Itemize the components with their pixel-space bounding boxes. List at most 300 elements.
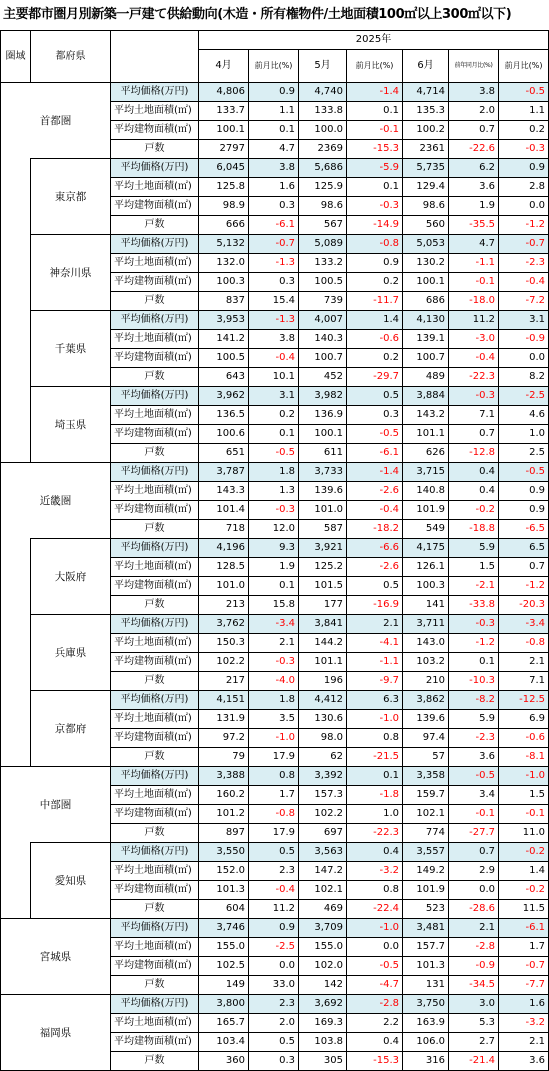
cell-june-yoy: -1.1 <box>449 254 499 273</box>
cell-june: 157.7 <box>403 938 449 957</box>
cell-june: 3,750 <box>403 995 449 1014</box>
cell-april: 100.5 <box>199 349 249 368</box>
cell-june: 100.7 <box>403 349 449 368</box>
cell-june-yoy: 2.0 <box>449 102 499 121</box>
cell-may: 100.0 <box>299 121 347 140</box>
cell-april-mom: 1.6 <box>249 178 299 197</box>
cell-june-yoy: 6.2 <box>449 159 499 178</box>
cell-may: 5,089 <box>299 235 347 254</box>
cell-april: 101.4 <box>199 501 249 520</box>
cell-may: 587 <box>299 520 347 539</box>
cell-june-yoy: -0.3 <box>449 387 499 406</box>
cell-june: 101.9 <box>403 501 449 520</box>
item-label-avg-land-area: 平均土地面積(㎡) <box>111 710 199 729</box>
prefecture-label: 京都府 <box>31 691 111 767</box>
cell-june-yoy: 0.4 <box>449 463 499 482</box>
region-column-span <box>1 539 31 767</box>
cell-may: 144.2 <box>299 634 347 653</box>
cell-may: 139.6 <box>299 482 347 501</box>
cell-june-mom: -0.2 <box>499 843 549 862</box>
cell-may-mom: -0.5 <box>347 425 403 444</box>
cell-april-mom: -3.4 <box>249 615 299 634</box>
cell-april-mom: 1.8 <box>249 463 299 482</box>
cell-may: 98.6 <box>299 197 347 216</box>
cell-april: 3,787 <box>199 463 249 482</box>
cell-april: 149 <box>199 976 249 995</box>
cell-april-mom: 3.8 <box>249 159 299 178</box>
cell-april-mom: 4.7 <box>249 140 299 159</box>
prefecture-label: 大阪府 <box>31 539 111 615</box>
cell-june-yoy: 5.9 <box>449 539 499 558</box>
cell-june: 126.1 <box>403 558 449 577</box>
item-label-avg-price: 平均価格(万円) <box>111 311 199 330</box>
cell-may-mom: 0.4 <box>347 843 403 862</box>
cell-june: 143.0 <box>403 634 449 653</box>
cell-april: 217 <box>199 672 249 691</box>
cell-may: 3,563 <box>299 843 347 862</box>
item-label-avg-price: 平均価格(万円) <box>111 995 199 1014</box>
cell-may: 452 <box>299 368 347 387</box>
cell-april-mom: 2.1 <box>249 634 299 653</box>
cell-may-mom: -1.8 <box>347 786 403 805</box>
cell-june-yoy: 0.7 <box>449 425 499 444</box>
cell-april: 604 <box>199 900 249 919</box>
cell-april-mom: -1.3 <box>249 311 299 330</box>
cell-may-mom: 0.2 <box>347 273 403 292</box>
cell-june-mom: -0.3 <box>499 140 549 159</box>
item-label-avg-price: 平均価格(万円) <box>111 463 199 482</box>
cell-april-mom: 0.9 <box>249 919 299 938</box>
region-label: 中部圏 <box>1 767 111 843</box>
cell-june-yoy: -0.3 <box>449 615 499 634</box>
cell-june: 210 <box>403 672 449 691</box>
cell-june: 3,884 <box>403 387 449 406</box>
cell-may-mom: -1.4 <box>347 463 403 482</box>
cell-june-yoy: -35.5 <box>449 216 499 235</box>
cell-may-mom: -18.2 <box>347 520 403 539</box>
cell-june-yoy: 1.5 <box>449 558 499 577</box>
region-label: 首都圏 <box>1 83 111 159</box>
cell-june-mom: -6.5 <box>499 520 549 539</box>
cell-june: 57 <box>403 748 449 767</box>
cell-april-mom: 9.3 <box>249 539 299 558</box>
cell-june: 97.4 <box>403 729 449 748</box>
cell-june-yoy: -0.2 <box>449 501 499 520</box>
cell-may-mom: -3.2 <box>347 862 403 881</box>
cell-june: 106.0 <box>403 1033 449 1052</box>
cell-june-yoy: -3.0 <box>449 330 499 349</box>
cell-april-mom: -0.3 <box>249 501 299 520</box>
item-label-avg-price: 平均価格(万円) <box>111 615 199 634</box>
cell-april-mom: 11.2 <box>249 900 299 919</box>
cell-june-mom: 11.0 <box>499 824 549 843</box>
header-prefecture: 都府県 <box>31 31 111 83</box>
cell-april-mom: 12.0 <box>249 520 299 539</box>
cell-june: 3,358 <box>403 767 449 786</box>
item-label-units: 戸数 <box>111 368 199 387</box>
table-row <box>1 843 549 862</box>
cell-may: 100.1 <box>299 425 347 444</box>
cell-april: 666 <box>199 216 249 235</box>
item-label-avg-building-area: 平均建物面積(㎡) <box>111 729 199 748</box>
cell-may-mom: -16.9 <box>347 596 403 615</box>
cell-april-mom: 15.8 <box>249 596 299 615</box>
table-row <box>1 615 549 634</box>
cell-may-mom: -22.3 <box>347 824 403 843</box>
cell-may: 62 <box>299 748 347 767</box>
cell-may: 739 <box>299 292 347 311</box>
item-label-avg-price: 平均価格(万円) <box>111 235 199 254</box>
cell-june: 102.1 <box>403 805 449 824</box>
cell-april-mom: -0.5 <box>249 444 299 463</box>
item-label-avg-land-area: 平均土地面積(㎡) <box>111 254 199 273</box>
cell-june-mom: 1.0 <box>499 425 549 444</box>
table-header <box>1 31 549 83</box>
cell-june-mom: 3.1 <box>499 311 549 330</box>
cell-april: 4,806 <box>199 83 249 102</box>
cell-june-yoy: 3.8 <box>449 83 499 102</box>
cell-april: 128.5 <box>199 558 249 577</box>
cell-may-mom: -0.5 <box>347 957 403 976</box>
cell-june-yoy: 0.0 <box>449 881 499 900</box>
cell-june: 5,735 <box>403 159 449 178</box>
cell-april-mom: 3.8 <box>249 330 299 349</box>
cell-june-yoy: 2.1 <box>449 919 499 938</box>
cell-april: 100.1 <box>199 121 249 140</box>
cell-june-mom: -1.2 <box>499 577 549 596</box>
cell-april-mom: 17.9 <box>249 824 299 843</box>
cell-may: 4,740 <box>299 83 347 102</box>
cell-april: 133.7 <box>199 102 249 121</box>
cell-april: 160.2 <box>199 786 249 805</box>
cell-june: 626 <box>403 444 449 463</box>
cell-may-mom: -9.7 <box>347 672 403 691</box>
cell-april: 141.2 <box>199 330 249 349</box>
table-body <box>1 83 549 1071</box>
item-label-units: 戸数 <box>111 520 199 539</box>
cell-may: 133.2 <box>299 254 347 273</box>
cell-june: 523 <box>403 900 449 919</box>
cell-june-yoy: 11.2 <box>449 311 499 330</box>
table-row <box>1 691 549 710</box>
cell-june-mom: -3.2 <box>499 1014 549 1033</box>
cell-april: 101.3 <box>199 881 249 900</box>
cell-june-mom: -0.5 <box>499 83 549 102</box>
cell-may: 140.3 <box>299 330 347 349</box>
cell-june-mom: 2.8 <box>499 178 549 197</box>
cell-may-mom: -1.1 <box>347 653 403 672</box>
item-label-avg-land-area: 平均土地面積(㎡) <box>111 406 199 425</box>
supply-trend-table <box>0 30 549 1071</box>
cell-may: 611 <box>299 444 347 463</box>
cell-april: 3,762 <box>199 615 249 634</box>
cell-may-mom: -0.6 <box>347 330 403 349</box>
cell-june-yoy: 0.7 <box>449 121 499 140</box>
cell-june-mom: 1.1 <box>499 102 549 121</box>
cell-june: 130.2 <box>403 254 449 273</box>
cell-may: 567 <box>299 216 347 235</box>
table-row <box>1 311 549 330</box>
cell-june-mom: -1.0 <box>499 767 549 786</box>
cell-may: 101.0 <box>299 501 347 520</box>
cell-june: 4,130 <box>403 311 449 330</box>
item-label-avg-building-area: 平均建物面積(㎡) <box>111 273 199 292</box>
cell-may-mom: 0.4 <box>347 1033 403 1052</box>
prefecture-label: 埼玉県 <box>31 387 111 463</box>
cell-may-mom: -2.6 <box>347 558 403 577</box>
cell-may-mom: -1.4 <box>347 83 403 102</box>
cell-april-mom: 17.9 <box>249 748 299 767</box>
cell-june-mom: 1.4 <box>499 862 549 881</box>
cell-april: 3,800 <box>199 995 249 1014</box>
item-label-units: 戸数 <box>111 216 199 235</box>
cell-june-yoy: -34.5 <box>449 976 499 995</box>
cell-may-mom: -15.3 <box>347 140 403 159</box>
cell-may: 100.7 <box>299 349 347 368</box>
region-column-span <box>1 159 31 463</box>
cell-may-mom: 0.8 <box>347 881 403 900</box>
cell-june-yoy: 1.9 <box>449 197 499 216</box>
header-col-june-yoy: 前年同月比(%) <box>449 50 499 83</box>
cell-june-yoy: -2.1 <box>449 577 499 596</box>
item-label-avg-land-area: 平均土地面積(㎡) <box>111 786 199 805</box>
item-label-units: 戸数 <box>111 824 199 843</box>
cell-may: 2369 <box>299 140 347 159</box>
item-label-avg-land-area: 平均土地面積(㎡) <box>111 862 199 881</box>
cell-may-mom: 2.2 <box>347 1014 403 1033</box>
cell-may-mom: -29.7 <box>347 368 403 387</box>
cell-may-mom: 0.2 <box>347 349 403 368</box>
table-row <box>1 995 549 1014</box>
cell-may: 102.1 <box>299 881 347 900</box>
cell-june-yoy: -10.3 <box>449 672 499 691</box>
cell-june-yoy: 7.1 <box>449 406 499 425</box>
item-label-avg-land-area: 平均土地面積(㎡) <box>111 102 199 121</box>
region-column-span <box>1 843 31 919</box>
cell-june-yoy: -18.0 <box>449 292 499 311</box>
cell-may-mom: -14.9 <box>347 216 403 235</box>
cell-may: 3,841 <box>299 615 347 634</box>
cell-may: 697 <box>299 824 347 843</box>
cell-june-yoy: -0.4 <box>449 349 499 368</box>
cell-may-mom: -15.3 <box>347 1052 403 1071</box>
item-label-avg-price: 平均価格(万円) <box>111 919 199 938</box>
cell-april: 100.3 <box>199 273 249 292</box>
cell-june-yoy: -2.8 <box>449 938 499 957</box>
table-row <box>1 387 549 406</box>
cell-june-mom: -0.6 <box>499 729 549 748</box>
cell-april-mom: -4.0 <box>249 672 299 691</box>
cell-june-mom: -0.4 <box>499 273 549 292</box>
cell-june-mom: 2.1 <box>499 653 549 672</box>
cell-may-mom: -1.0 <box>347 710 403 729</box>
cell-april-mom: 0.3 <box>249 273 299 292</box>
cell-may-mom: -21.5 <box>347 748 403 767</box>
table-row <box>1 919 549 938</box>
cell-june: 139.6 <box>403 710 449 729</box>
cell-june-yoy: -22.6 <box>449 140 499 159</box>
item-label-avg-building-area: 平均建物面積(㎡) <box>111 121 199 140</box>
cell-april-mom: -0.7 <box>249 235 299 254</box>
cell-june-yoy: 0.4 <box>449 482 499 501</box>
cell-june: 139.1 <box>403 330 449 349</box>
table-row <box>1 463 549 482</box>
cell-may: 98.0 <box>299 729 347 748</box>
cell-june-mom: -0.7 <box>499 235 549 254</box>
cell-june-mom: 0.0 <box>499 349 549 368</box>
cell-june: 100.3 <box>403 577 449 596</box>
cell-may: 101.5 <box>299 577 347 596</box>
cell-june-yoy: 2.9 <box>449 862 499 881</box>
table-row <box>1 159 549 178</box>
cell-april: 136.5 <box>199 406 249 425</box>
item-label-units: 戸数 <box>111 976 199 995</box>
item-label-avg-land-area: 平均土地面積(㎡) <box>111 178 199 197</box>
prefecture-label: 東京都 <box>31 159 111 235</box>
item-label-avg-building-area: 平均建物面積(㎡) <box>111 805 199 824</box>
cell-june-yoy: 3.6 <box>449 748 499 767</box>
cell-june: 3,557 <box>403 843 449 862</box>
cell-april: 102.2 <box>199 653 249 672</box>
cell-may-mom: 0.1 <box>347 178 403 197</box>
cell-june-yoy: 3.0 <box>449 995 499 1014</box>
cell-june-yoy: -21.4 <box>449 1052 499 1071</box>
cell-april-mom: -0.8 <box>249 805 299 824</box>
cell-june-mom: -12.5 <box>499 691 549 710</box>
cell-june: 135.3 <box>403 102 449 121</box>
cell-may: 3,692 <box>299 995 347 1014</box>
cell-may: 147.2 <box>299 862 347 881</box>
cell-may: 102.0 <box>299 957 347 976</box>
cell-june-mom: 0.9 <box>499 159 549 178</box>
header-year: 2025年 <box>199 31 549 50</box>
cell-april: 3,746 <box>199 919 249 938</box>
cell-june: 159.7 <box>403 786 449 805</box>
cell-april: 79 <box>199 748 249 767</box>
cell-june: 5,053 <box>403 235 449 254</box>
item-label-avg-price: 平均価格(万円) <box>111 691 199 710</box>
cell-may-mom: -4.1 <box>347 634 403 653</box>
item-label-units: 戸数 <box>111 672 199 691</box>
cell-may-mom: -11.7 <box>347 292 403 311</box>
cell-june-yoy: 4.7 <box>449 235 499 254</box>
cell-april: 152.0 <box>199 862 249 881</box>
cell-june-yoy: -0.1 <box>449 805 499 824</box>
cell-april: 102.5 <box>199 957 249 976</box>
cell-june-mom: -3.4 <box>499 615 549 634</box>
cell-june-mom: -6.1 <box>499 919 549 938</box>
header-col-june-mom: 前月比(%) <box>499 50 549 83</box>
cell-april: 718 <box>199 520 249 539</box>
cell-june: 101.1 <box>403 425 449 444</box>
cell-april: 100.6 <box>199 425 249 444</box>
cell-april-mom: 33.0 <box>249 976 299 995</box>
item-label-units: 戸数 <box>111 748 199 767</box>
cell-april: 360 <box>199 1052 249 1071</box>
cell-april-mom: -1.3 <box>249 254 299 273</box>
cell-may: 130.6 <box>299 710 347 729</box>
item-label-avg-price: 平均価格(万円) <box>111 159 199 178</box>
cell-april-mom: 2.3 <box>249 995 299 1014</box>
cell-may: 101.1 <box>299 653 347 672</box>
table-row <box>1 235 549 254</box>
cell-april-mom: 0.1 <box>249 425 299 444</box>
cell-may: 155.0 <box>299 938 347 957</box>
cell-may: 3,709 <box>299 919 347 938</box>
cell-june-mom: 3.6 <box>499 1052 549 1071</box>
cell-april-mom: -0.4 <box>249 881 299 900</box>
cell-april: 837 <box>199 292 249 311</box>
cell-june-yoy: -8.2 <box>449 691 499 710</box>
cell-may: 4,007 <box>299 311 347 330</box>
cell-june-yoy: 0.7 <box>449 843 499 862</box>
cell-may: 133.8 <box>299 102 347 121</box>
cell-may: 196 <box>299 672 347 691</box>
cell-april: 2797 <box>199 140 249 159</box>
item-label-avg-price: 平均価格(万円) <box>111 539 199 558</box>
cell-june-mom: -0.2 <box>499 881 549 900</box>
cell-june-mom: 0.0 <box>499 197 549 216</box>
cell-june-mom: -8.1 <box>499 748 549 767</box>
cell-april-mom: 0.0 <box>249 957 299 976</box>
cell-june-yoy: 2.7 <box>449 1033 499 1052</box>
cell-june: 129.4 <box>403 178 449 197</box>
region-label: 宮城県 <box>1 919 111 995</box>
cell-june-yoy: 5.3 <box>449 1014 499 1033</box>
cell-june-yoy: 3.4 <box>449 786 499 805</box>
cell-may: 169.3 <box>299 1014 347 1033</box>
header-item <box>111 31 199 83</box>
cell-april-mom: -0.4 <box>249 349 299 368</box>
item-label-avg-building-area: 平均建物面積(㎡) <box>111 349 199 368</box>
cell-june-mom: -7.2 <box>499 292 549 311</box>
cell-june: 774 <box>403 824 449 843</box>
item-label-units: 戸数 <box>111 444 199 463</box>
item-label-avg-land-area: 平均土地面積(㎡) <box>111 634 199 653</box>
cell-june: 3,715 <box>403 463 449 482</box>
cell-april-mom: 2.0 <box>249 1014 299 1033</box>
prefecture-label: 千葉県 <box>31 311 111 387</box>
cell-may-mom: 0.1 <box>347 767 403 786</box>
cell-may-mom: -6.6 <box>347 539 403 558</box>
cell-june: 98.6 <box>403 197 449 216</box>
cell-may-mom: -2.6 <box>347 482 403 501</box>
page-title: 主要都市圏月別新築一戸建て供給動向(木造・所有権物件/土地面積100㎡以上300㎡以下) <box>3 7 512 22</box>
cell-june-mom: 0.7 <box>499 558 549 577</box>
cell-june-mom: 4.6 <box>499 406 549 425</box>
item-label-avg-building-area: 平均建物面積(㎡) <box>111 197 199 216</box>
cell-june: 131 <box>403 976 449 995</box>
cell-june: 101.3 <box>403 957 449 976</box>
cell-april-mom: 2.3 <box>249 862 299 881</box>
cell-june-mom: -1.2 <box>499 216 549 235</box>
cell-april-mom: 0.5 <box>249 843 299 862</box>
cell-april: 651 <box>199 444 249 463</box>
cell-april-mom: 3.1 <box>249 387 299 406</box>
cell-april-mom: 0.5 <box>249 1033 299 1052</box>
cell-may-mom: 0.8 <box>347 729 403 748</box>
cell-june: 103.2 <box>403 653 449 672</box>
cell-april-mom: -1.0 <box>249 729 299 748</box>
cell-april: 125.8 <box>199 178 249 197</box>
item-label-units: 戸数 <box>111 140 199 159</box>
cell-april: 897 <box>199 824 249 843</box>
cell-june-yoy: -0.1 <box>449 273 499 292</box>
cell-april: 5,132 <box>199 235 249 254</box>
header-col-may-mom: 前月比(%) <box>347 50 403 83</box>
cell-june-mom: 7.1 <box>499 672 549 691</box>
cell-may-mom: -22.4 <box>347 900 403 919</box>
